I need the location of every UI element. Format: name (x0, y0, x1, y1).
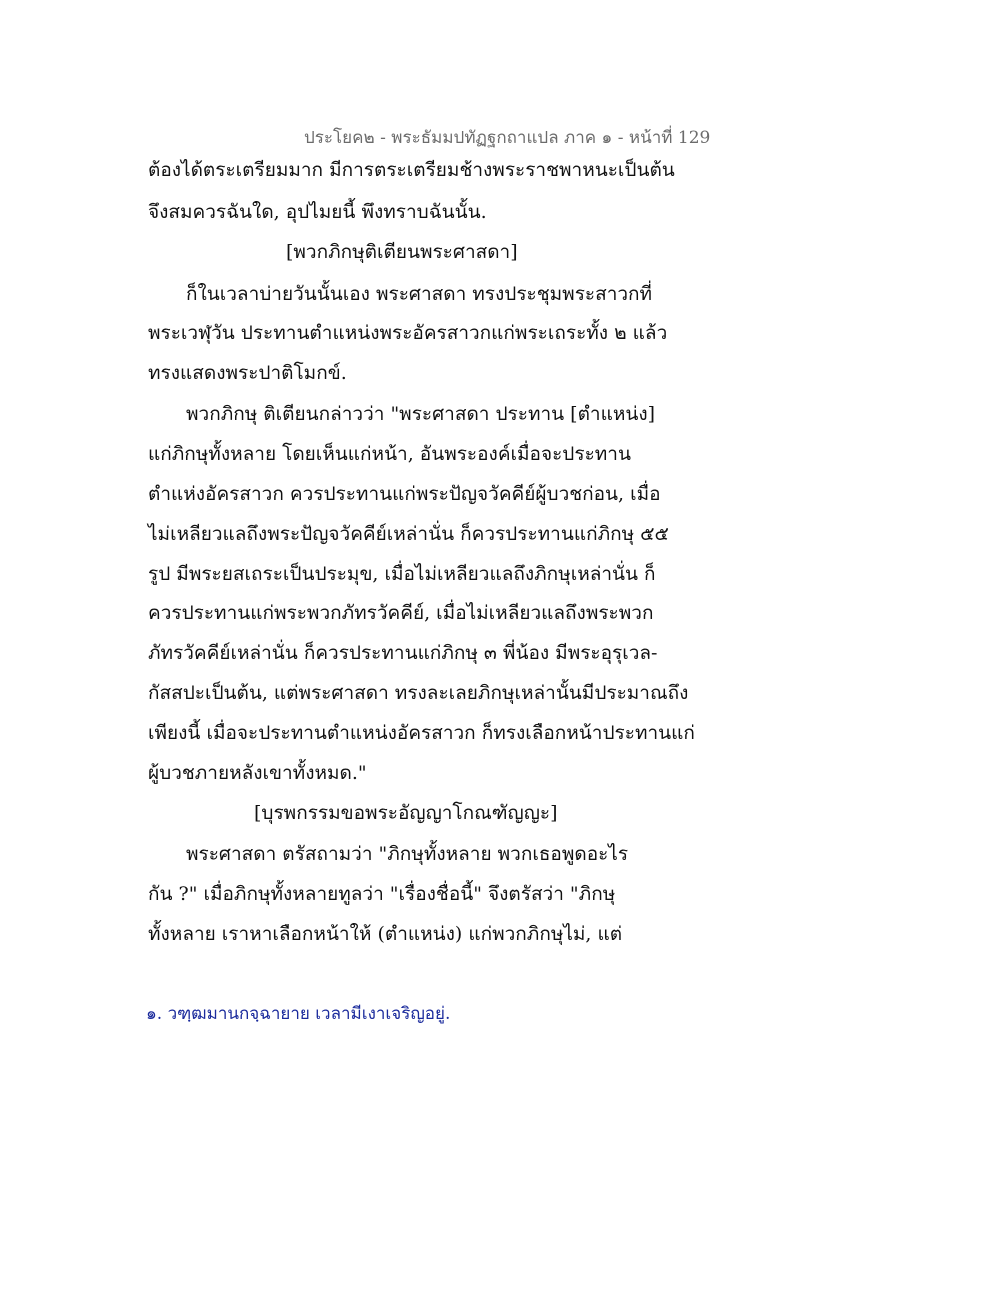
footnote: ๑. วฑฺฒมานกจฺฉายาย เวลามีเงาเจริญอยู่. (146, 1004, 451, 1024)
body-line: ไม่เหลียวแลถึงพระปัญจวัคคีย์เหล่านั่น ก็ควรประทานแก่ภิกษุ ๕๕ (148, 523, 669, 545)
body-line: แก่ภิกษุทั้งหลาย โดยเห็นแก่หน้า, อันพระองค์เมื่อจะประทาน (148, 443, 631, 465)
body-line: ทรงแสดงพระปาติโมกข์. (148, 362, 347, 384)
section-heading: [บุรพกรรมขอพระอัญญาโกณฑัญญะ] (254, 802, 558, 824)
body-line: ผู้บวชภายหลังเขาทั้งหมด." (148, 762, 367, 784)
body-line: กัสสปะเป็นต้น, แต่พระศาสดา ทรงละเลยภิกษุเหล่านั้นมีประมาณถึง (148, 682, 689, 704)
section-heading: [พวกภิกษุติเตียนพระศาสดา] (286, 241, 518, 263)
body-line: ต้องได้ตระเตรียมมาก มีการตระเตรียมช้างพระราชพาหนะเป็นต้น (148, 159, 675, 181)
body-line: พระศาสดา ตรัสถามว่า "ภิกษุทั้งหลาย พวกเธอพูดอะไร (186, 843, 629, 865)
body-line: พวกภิกษุ ติเตียนกล่าวว่า "พระศาสดา ประทาน [ตำแหน่ง] (186, 403, 656, 425)
body-line: ภัทรวัคคีย์เหล่านั่น ก็ควรประทานแก่ภิกษุ ๓ พี่น้อง มีพระอุรุเวล- (148, 642, 658, 664)
body-line: กัน ?" เมื่อภิกษุทั้งหลายทูลว่า "เรื่องชื่อนี้" จึงตรัสว่า "ภิกษุ (148, 883, 616, 905)
body-line: จึงสมควรฉันใด, อุปไมยนี้ พึงทราบฉันนั้น. (148, 201, 487, 223)
body-line: ก็ในเวลาบ่ายวันนั้นเอง พระศาสดา ทรงประชุมพระสาวกที่ (186, 283, 653, 305)
body-line: รูป มีพระยสเถระเป็นประมุข, เมื่อไม่เหลียวแลถึงภิกษุเหล่านั่น ก็ (148, 563, 656, 585)
body-line: เพียงนี้ เมื่อจะประทานตำแหน่งอัครสาวก ก็ทรงเลือกหน้าประทานแก่ (148, 722, 695, 744)
body-line: พระเวฬุวัน ประทานตำแหน่งพระอัครสาวกแก่พระเถระทั้ง ๒ แล้ว (148, 322, 668, 344)
body-line: ทั้งหลาย เราหาเลือกหน้าให้ (ตำแหน่ง) แก่พวกภิกษุไม่, แต่ (148, 923, 623, 945)
body-line: ตำแห่งอัครสาวก ควรประทานแก่พระปัญจวัคคีย์ผู้บวชก่อน, เมื่อ (148, 483, 661, 505)
body-line: ควรประทานแก่พระพวกภัทรวัคคีย์, เมื่อไม่เหลียวแลถึงพระพวก (148, 602, 654, 624)
running-head: ประโยค๒ - พระธัมมปทัฏฐกถาแปล ภาค ๑ - หน้าที่ 129 (304, 128, 711, 148)
